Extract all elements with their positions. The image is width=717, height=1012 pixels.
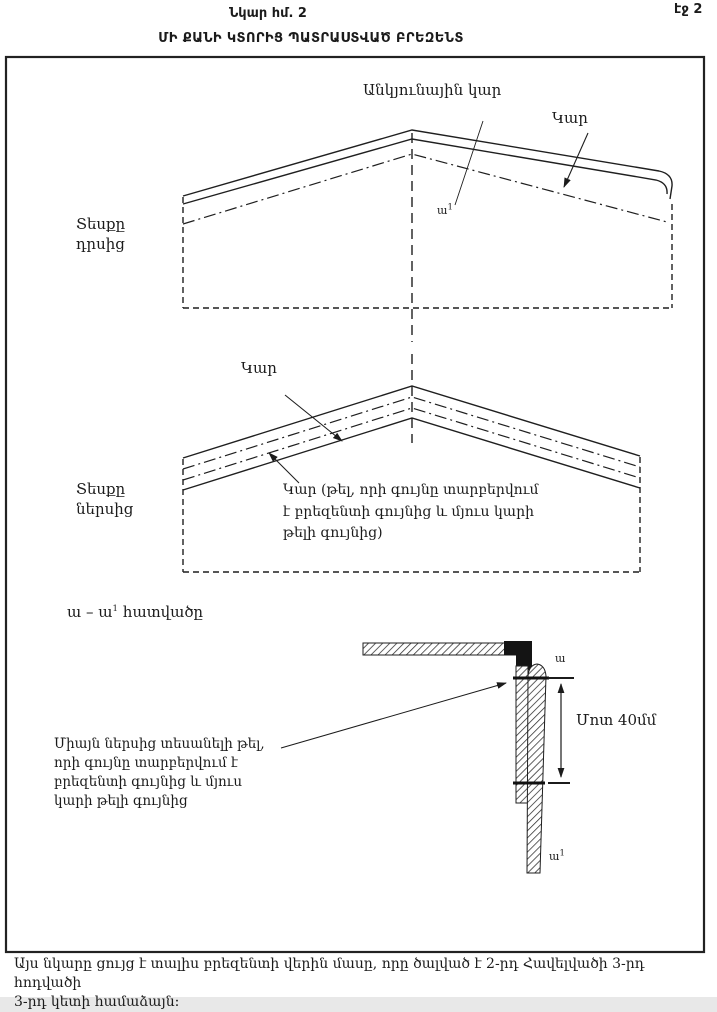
thread-pointer-arrow: [281, 683, 506, 748]
page-title: ՄԻ ՔԱՆԻ ԿՏՈՐԻՑ ՊԱՏՐԱՍՏՎԱԾ ԲՐԵԶԵՆՏ: [158, 31, 464, 46]
section-marker-a: ա: [555, 652, 566, 665]
seam-label-outside: Կար: [552, 109, 588, 127]
seam-note-line: Կար (թել, որի գույնը տարբերվում: [283, 482, 539, 498]
caption-line: 3-րդ կետի համաձայն:: [14, 994, 180, 1010]
roof-outer-line: [183, 130, 672, 199]
section-detail-drawing: [281, 641, 574, 873]
thread-note-line: Միայն ներսից տեսանելի թել,: [54, 736, 265, 752]
seam-note: [283, 480, 539, 545]
roof-inner-line: [183, 139, 667, 204]
thread-note: [54, 735, 265, 811]
seam-note-line: է բրեզենտի գույնից և մյուս կարի: [283, 503, 534, 520]
section-marker-a1-top: ա$^1$: [437, 202, 453, 217]
seam-pointer-arrow: [564, 133, 588, 187]
page-number: էջ 2: [674, 2, 703, 17]
caption-line: Այս նկարը ցույց է տալիս բրեզենտի վերին մասը, որը ծալված է 2-րդ Հավելվածի 3-րդ հոդվածի: [14, 956, 645, 991]
corner-seam-label: Անկյունային կար: [363, 81, 502, 99]
inside-view-label: Տեսքը ներսից: [76, 480, 134, 518]
outside-view-label: Տեսքը դրսից: [76, 215, 126, 253]
second-piece-layer: [527, 664, 546, 873]
seam-note-line: թելի գույնից): [283, 525, 383, 541]
tarpaulin-top-sheet: [363, 643, 523, 655]
outside-view-drawing: [183, 121, 672, 342]
seam-label-inside: Կար: [241, 359, 277, 377]
figure-caption: [14, 955, 714, 1012]
thread-note-line: կարի թելի գույնից: [54, 793, 188, 809]
thread-note-line: բրեզենտի գույնից և մյուս: [54, 774, 243, 790]
seam-dashdot-line: [183, 154, 667, 224]
dimension-label: Մոտ 40մմ: [576, 711, 657, 729]
thread-pointer-arrow: [269, 453, 299, 483]
figure-number: Նկար հմ. 2: [229, 6, 307, 21]
section-cut-line: [455, 121, 483, 205]
section-marker-a1-bottom: ա$^1$: [549, 848, 565, 863]
thread-note-line: որի գույնը տարբերվում է: [54, 755, 238, 771]
section-title: ա – ա$^1$ հատվածը: [67, 603, 204, 621]
